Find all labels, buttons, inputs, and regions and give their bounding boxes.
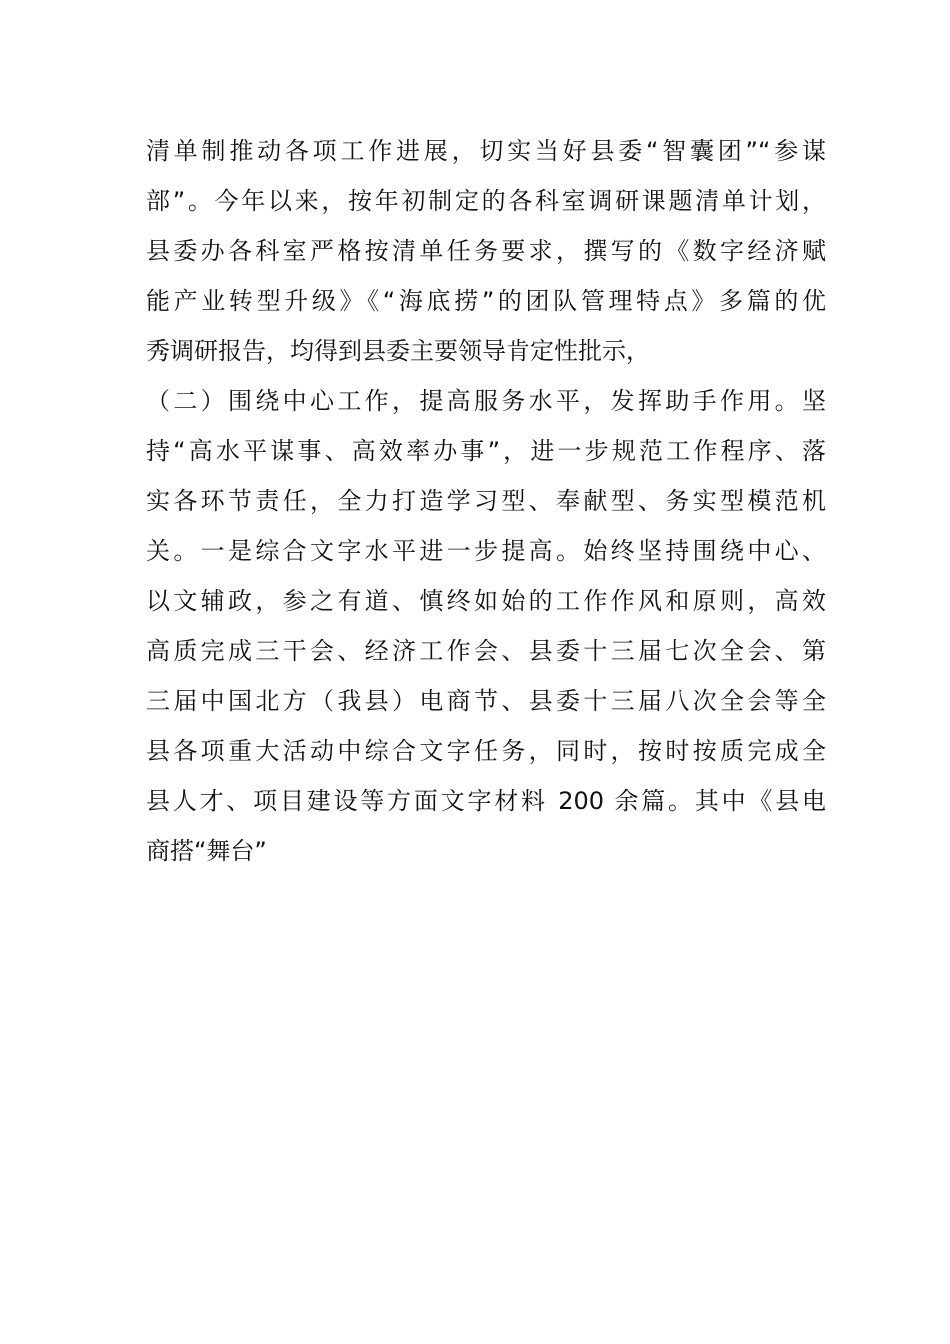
text-line-3: 县委办各科室严格按清单任务要求，撰写的《数字经济赋 [146, 237, 826, 265]
text-line-14: 县人才、项目建设等方面文字材料 200 余篇。其中《县电 [146, 787, 826, 815]
text-line-1: 清单制推动各项工作进展，切实当好县委“智囊团”“参谋 [146, 137, 826, 165]
text-line-12: 三届中国北方（我县）电商节、县委十三届八次全会等全 [146, 687, 826, 715]
text-line-13: 县各项重大活动中综合文字任务，同时，按时按质完成全 [146, 737, 826, 765]
text-line-11: 高质完成三干会、经济工作会、县委十三届七次全会、第 [146, 637, 826, 665]
text-line-15: 商搭“舞台” [146, 837, 267, 865]
text-line-9: 关。一是综合文字水平进一步提高。始终坚持围绕中心、 [146, 537, 826, 565]
text-line-2: 部”。今年以来，按年初制定的各科室调研课题清单计划， [146, 187, 826, 215]
text-line-4: 能产业转型升级》《“海底捞”的团队管理特点》多篇的优 [146, 287, 826, 315]
text-line-10: 以文辅政，参之有道、慎终如始的工作作风和原则，高效 [146, 587, 826, 615]
text-line-5: 秀调研报告，均得到县委主要领导肯定性批示， [146, 337, 650, 365]
text-line-7: 持“高水平谋事、高效率办事”，进一步规范工作程序、落 [146, 437, 826, 465]
text-line-8: 实各环节责任，全力打造学习型、奉献型、务实型模范机 [146, 487, 826, 515]
text-line-6: （二）围绕中心工作，提高服务水平，发挥助手作用。坚 [146, 387, 826, 415]
body-text [146, 126, 826, 876]
